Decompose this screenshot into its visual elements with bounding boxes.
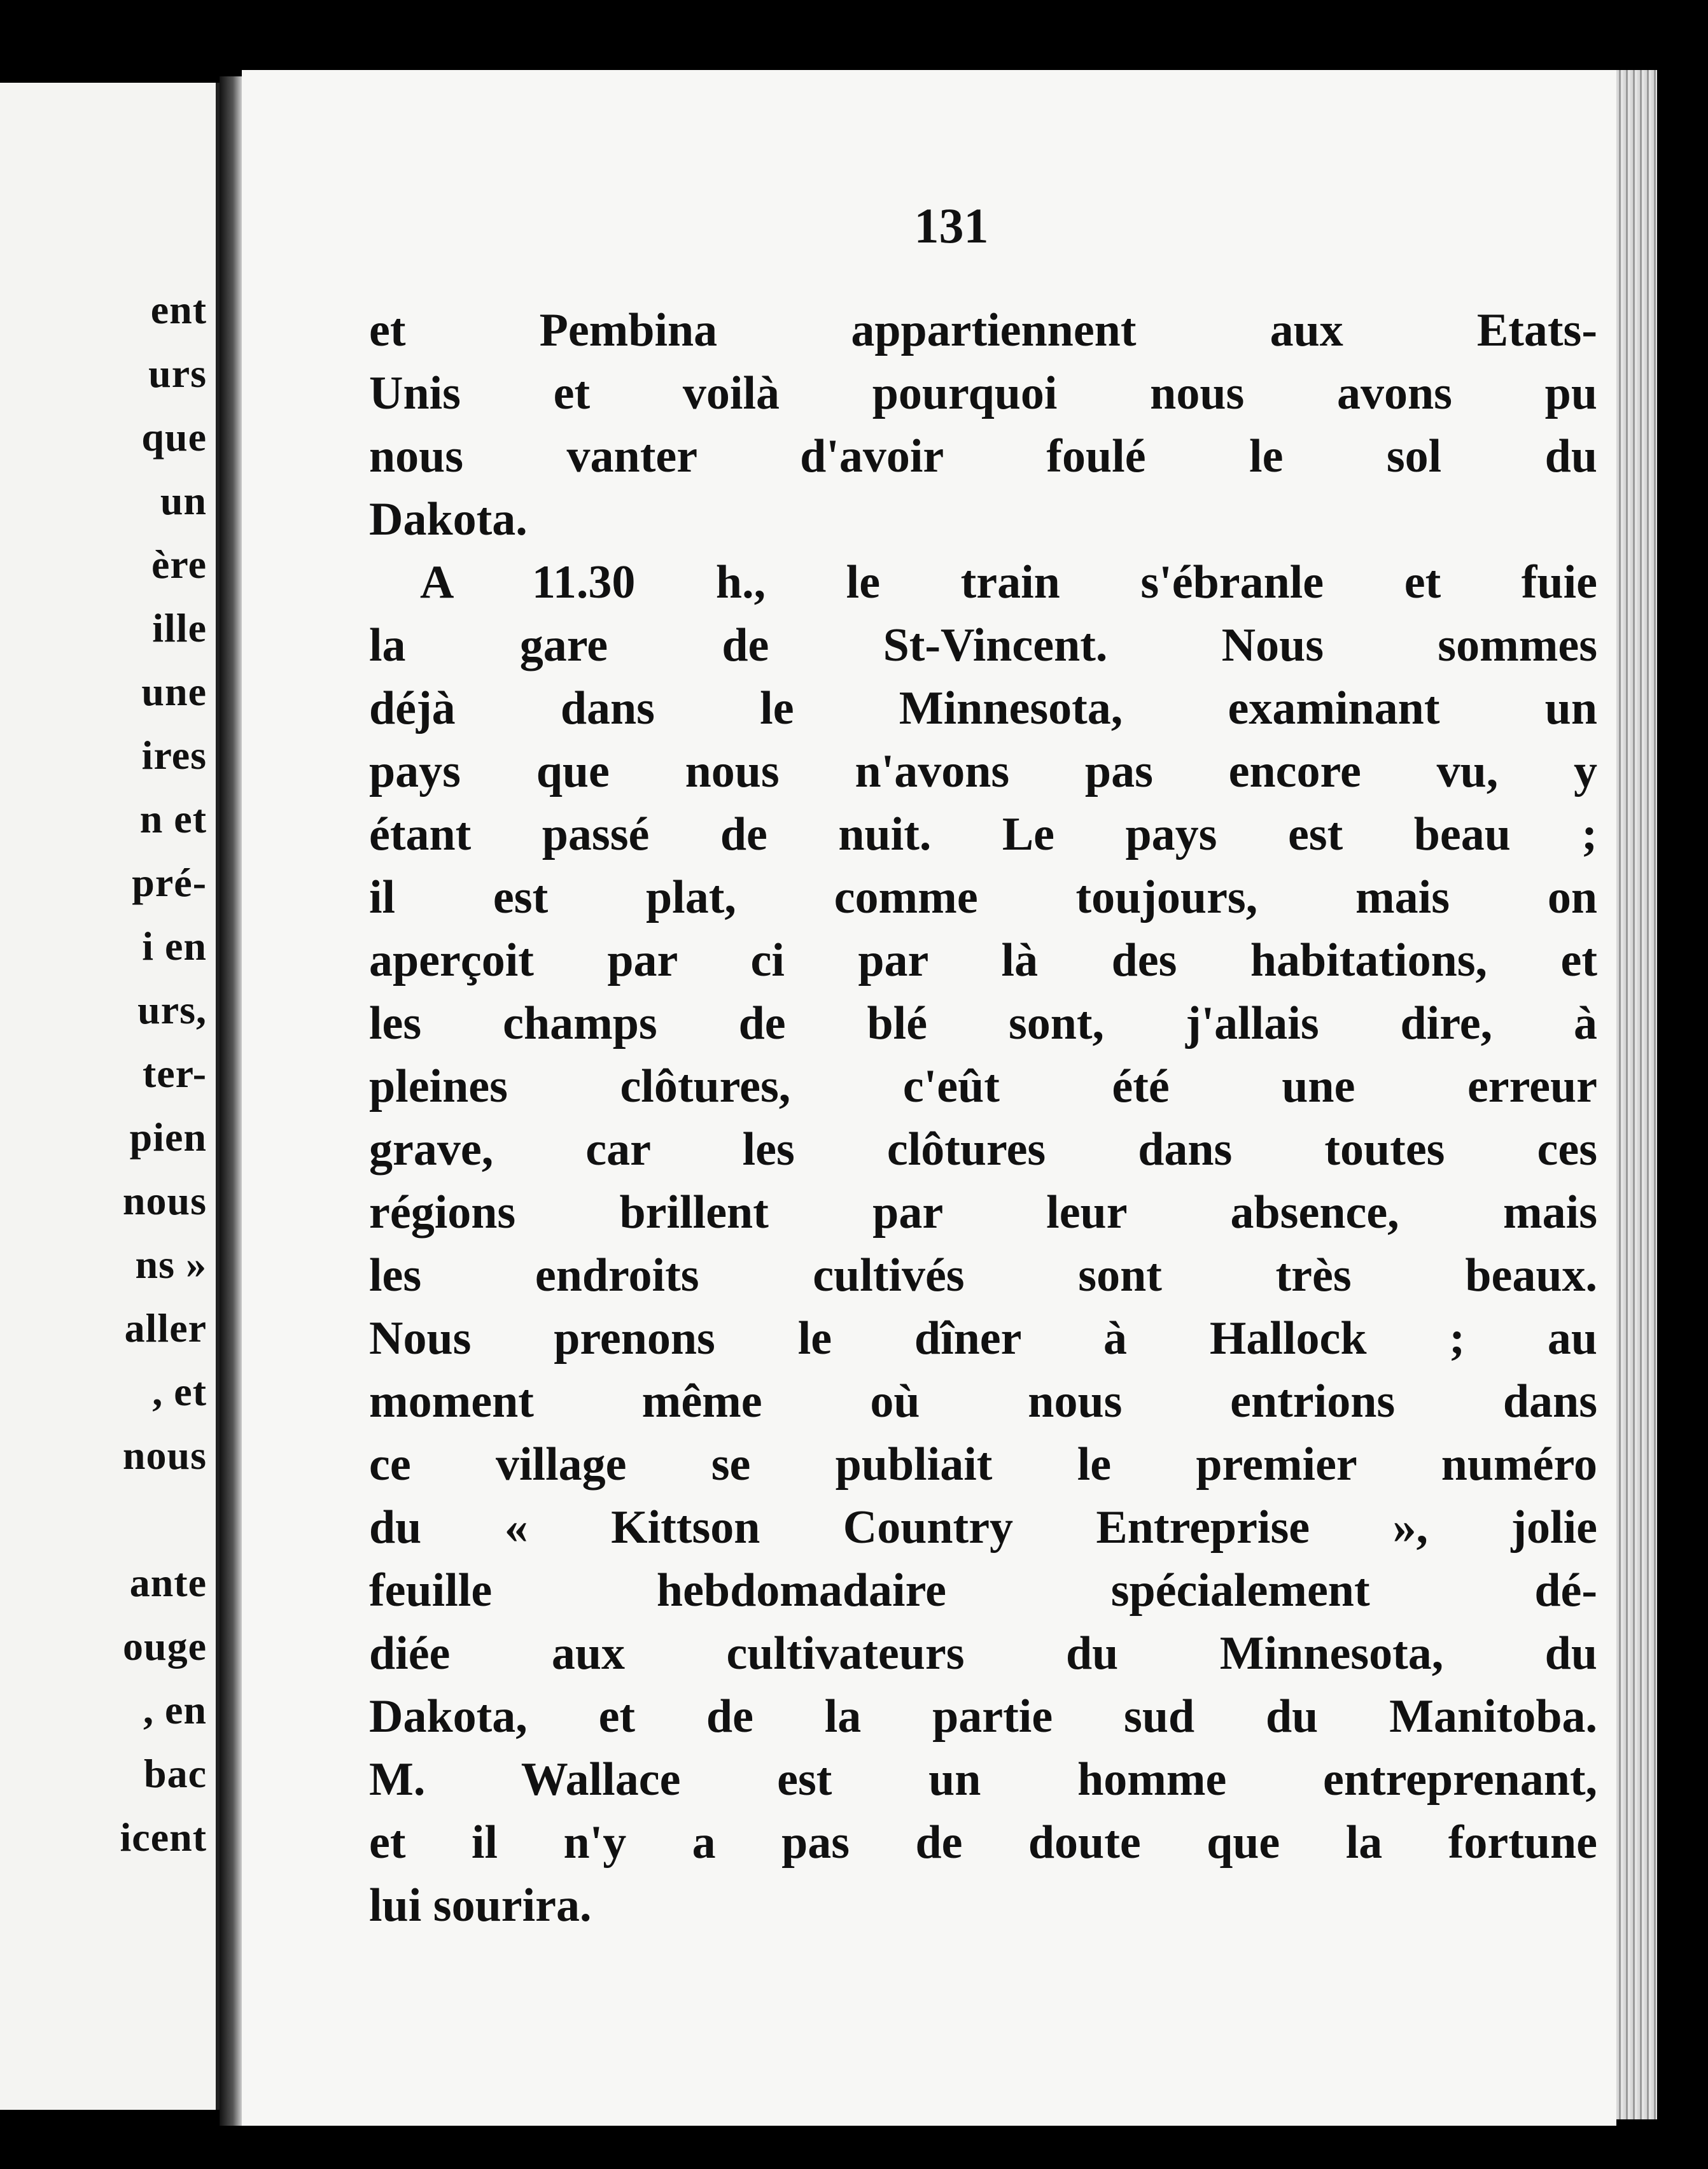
text-line: feuille hebdomadaire spécialement dé-: [369, 1564, 1597, 1617]
text-line: Nous prenons le dîner à Hallock ; au: [369, 1312, 1597, 1365]
text-line: et il n'y a pas de doute que la fortune: [369, 1816, 1597, 1869]
left-page-text: , et: [152, 1369, 207, 1414]
text-line: les endroits cultivés sont très beaux.: [369, 1249, 1597, 1302]
left-page-text: pien: [129, 1114, 207, 1160]
left-page-text: ter-: [142, 1051, 207, 1096]
text-line: du « Kittson Country Entreprise », jolie: [369, 1501, 1597, 1554]
left-page-text: ent: [150, 287, 207, 332]
left-page-text: ante: [129, 1560, 207, 1605]
text-line: la gare de St-Vincent. Nous sommes: [369, 619, 1597, 671]
left-page-text: que: [141, 414, 207, 460]
left-page-text: urs: [148, 351, 207, 396]
left-page-text: ires: [141, 733, 207, 778]
left-page-text: bac: [144, 1751, 207, 1796]
left-page-text: ns »: [135, 1242, 207, 1287]
text-line: diée aux cultivateurs du Minnesota, du: [369, 1627, 1597, 1680]
left-page-text: urs,: [137, 987, 207, 1032]
left-page-text: i en: [142, 923, 207, 969]
text-line: et Pembina appartiennent aux Etats-: [369, 304, 1597, 356]
left-page-text: icent: [120, 1815, 207, 1860]
body-text: [369, 299, 1597, 1937]
left-page-text: ille: [152, 605, 207, 650]
text-line: il est plat, comme toujours, mais on: [369, 871, 1597, 923]
text-line: Dakota, et de la partie sud du Manitoba.: [369, 1690, 1597, 1743]
main-page: [242, 70, 1616, 2126]
left-page-text: nous: [122, 1433, 207, 1478]
text-line: moment même où nous entrions dans: [369, 1375, 1597, 1428]
text-line: étant passé de nuit. Le pays est beau ;: [369, 808, 1597, 860]
left-page-fragment: [0, 83, 220, 2110]
page-stack-edge: [1616, 70, 1657, 2119]
text-line: aperçoit par ci par là des habitations, et: [369, 934, 1597, 986]
left-page-text: un: [160, 478, 207, 523]
left-page-text: ouge: [123, 1624, 207, 1669]
text-line: les champs de blé sont, j'allais dire, à: [369, 997, 1597, 1049]
left-page-text: pré-: [132, 860, 207, 905]
page-number: 131: [914, 198, 989, 253]
text-line: Dakota.: [369, 493, 528, 545]
text-line: ce village se publiait le premier numéro: [369, 1438, 1597, 1491]
text-line: déjà dans le Minnesota, examinant un: [369, 682, 1597, 734]
left-page-text: une: [141, 669, 207, 714]
book-gutter: [220, 76, 242, 2126]
left-page-text: aller: [124, 1305, 207, 1351]
text-line: lui sourira.: [369, 1879, 592, 1932]
left-page-text: nous: [122, 1178, 207, 1223]
text-line: Unis et voilà pourquoi nous avons pu: [369, 367, 1597, 419]
text-line: pleines clôtures, c'eût été une erreur: [369, 1060, 1597, 1113]
text-line: M. Wallace est un homme entreprenant,: [369, 1753, 1597, 1806]
text-line: nous vanter d'avoir foulé le sol du: [369, 430, 1597, 482]
text-line: grave, car les clôtures dans toutes ces: [369, 1123, 1597, 1176]
left-page-text: ère: [151, 542, 207, 587]
left-page-text: n et: [139, 796, 207, 841]
text-line: pays que nous n'avons pas encore vu, y: [369, 745, 1597, 797]
left-page-text: , en: [143, 1687, 207, 1732]
text-line: A 11.30 h., le train s'ébranle et fuie: [420, 556, 1597, 608]
text-line: régions brillent par leur absence, mais: [369, 1186, 1597, 1239]
